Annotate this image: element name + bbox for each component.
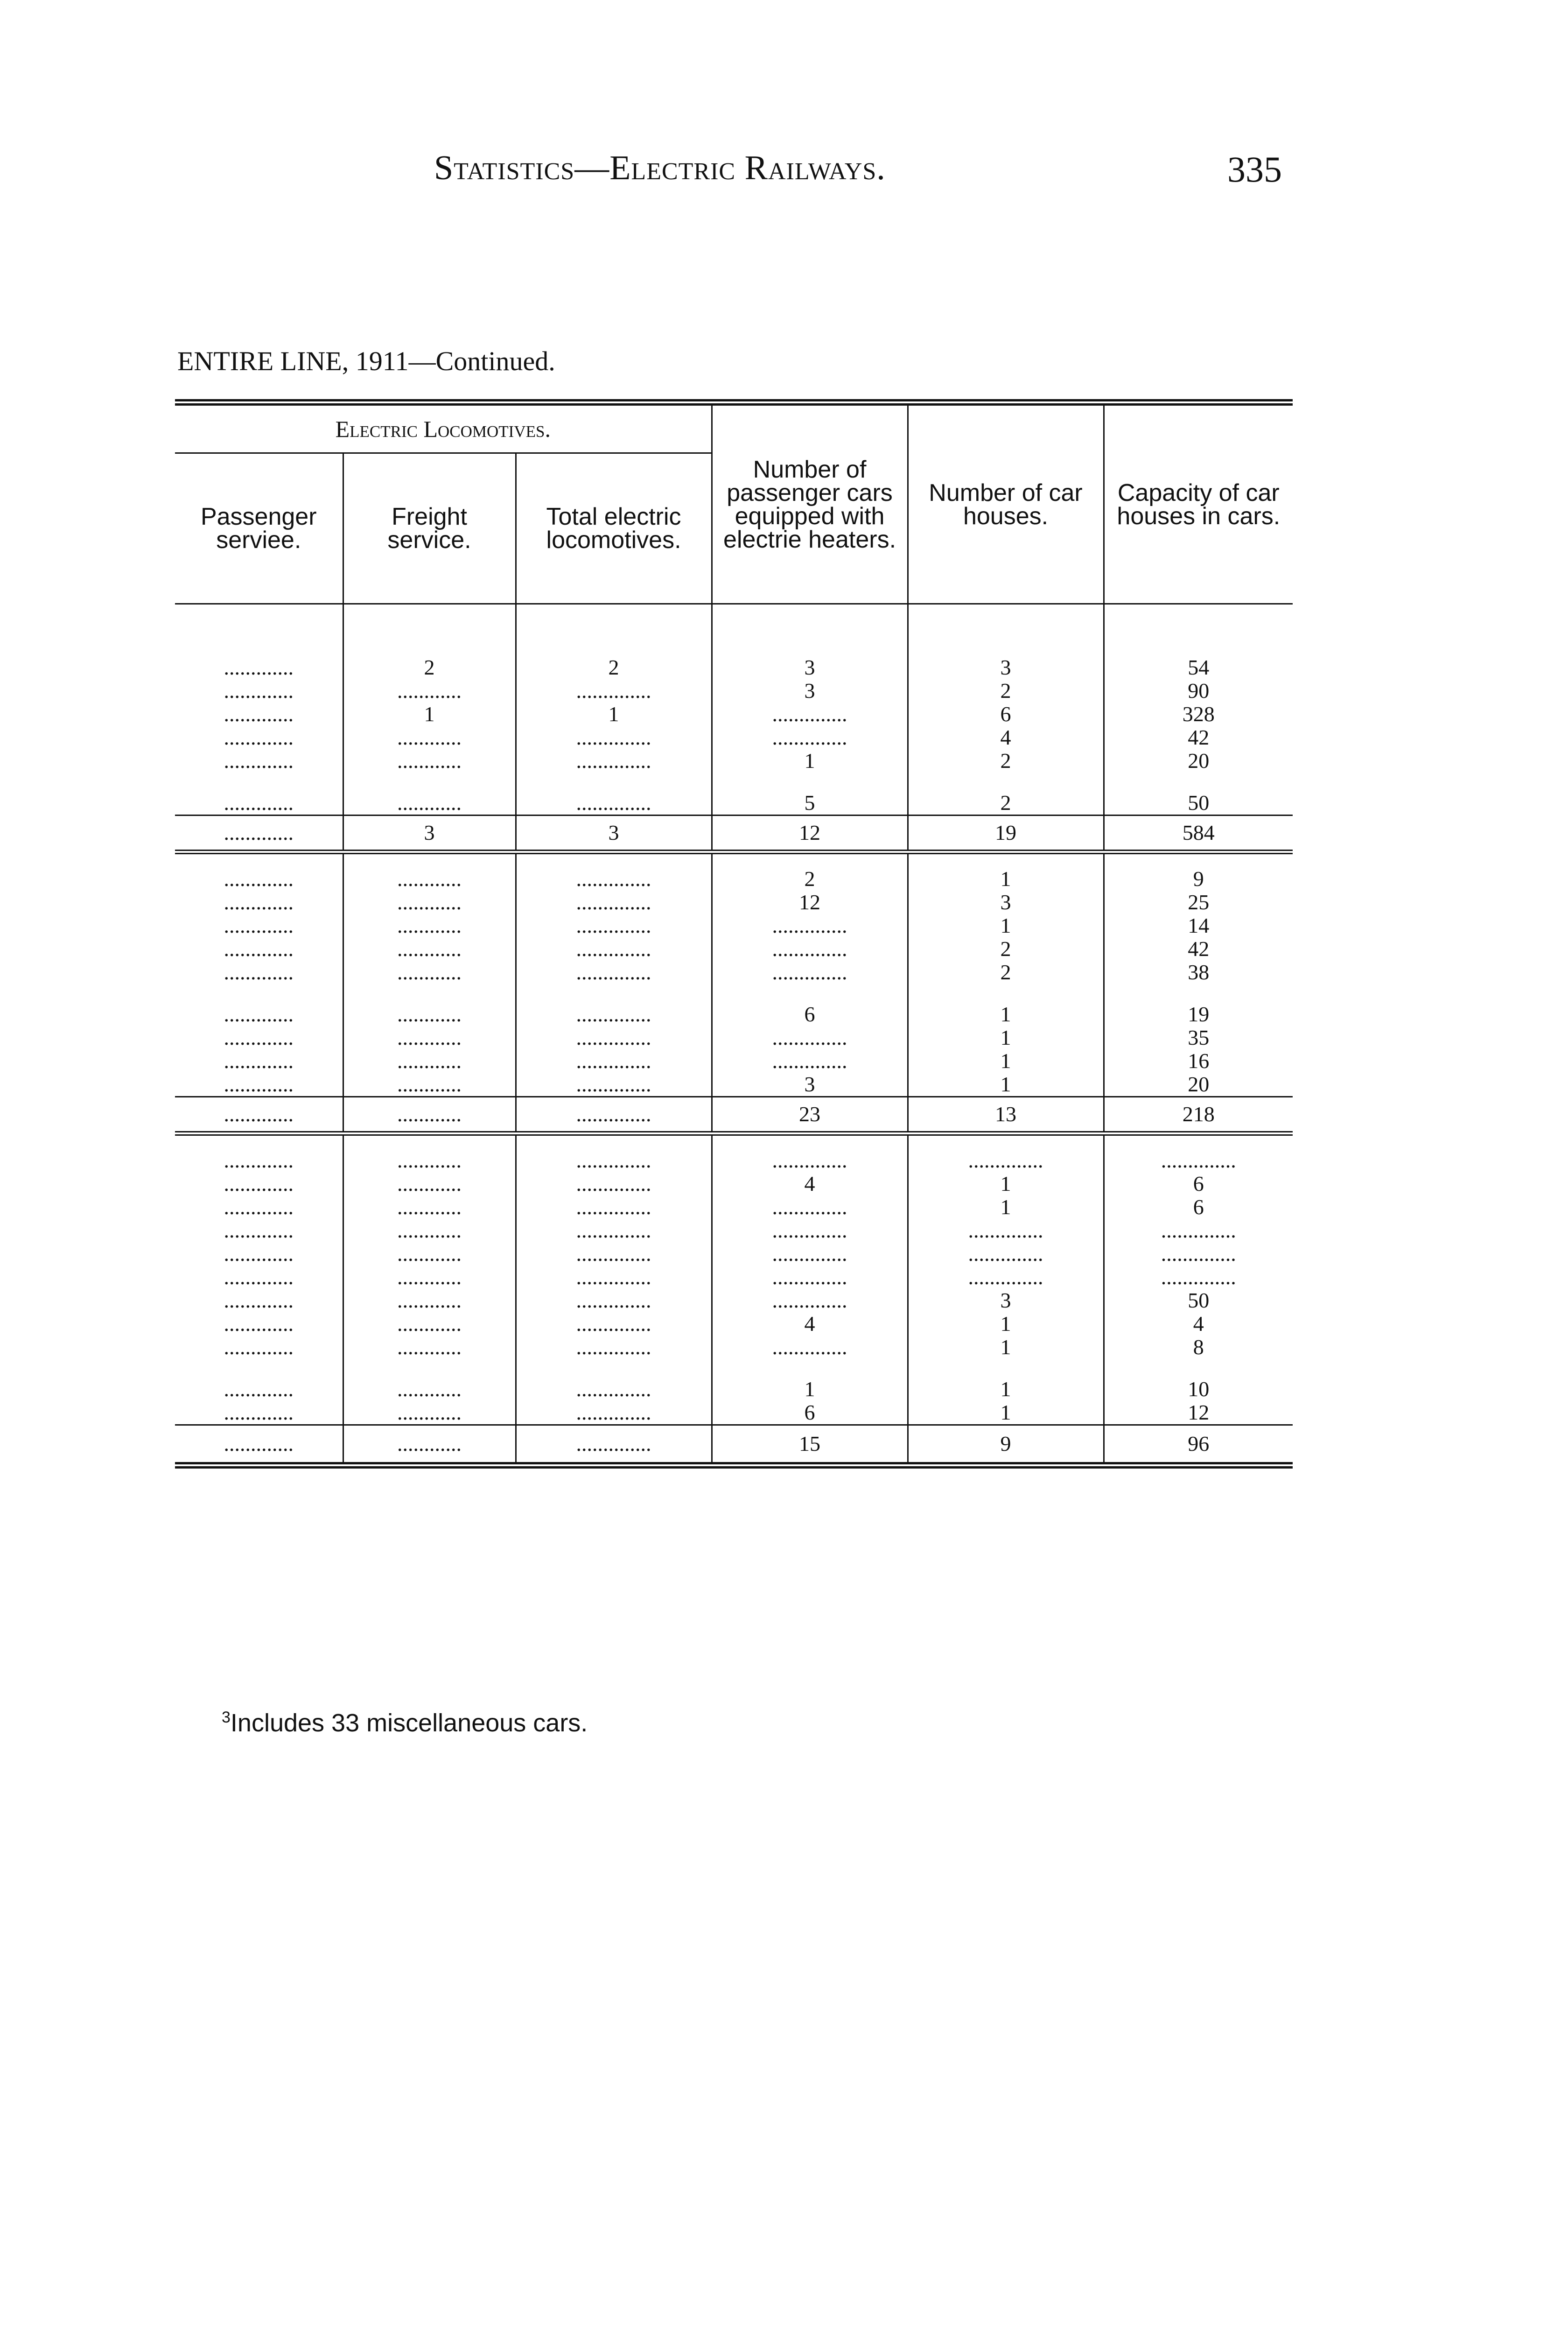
- table-header: [175, 402, 1293, 604]
- row-spacer: [175, 604, 1293, 656]
- passenger-cell: .............: [224, 656, 294, 679]
- capacity-cell: 10: [1104, 1378, 1293, 1401]
- empty-cell: [343, 773, 516, 791]
- car-houses-cell: 2: [908, 937, 1104, 961]
- empty-cell: [516, 984, 712, 1003]
- total-cell: ..............: [516, 961, 712, 984]
- capacity-cell: 6: [1104, 1195, 1293, 1219]
- empty-cell: [712, 1133, 908, 1149]
- capacity-cell: 328: [1104, 703, 1293, 726]
- capacity-cell: 90: [1104, 679, 1293, 703]
- table-row: [175, 726, 1293, 749]
- row-spacer: [175, 1359, 1293, 1378]
- car-houses-cell: ..............: [908, 1242, 1104, 1265]
- heaters-cell: 23: [712, 1097, 908, 1134]
- footnote-marker: 3: [222, 1708, 231, 1726]
- heaters-cell: ..............: [712, 1265, 908, 1289]
- capacity-cell: 20: [1104, 749, 1293, 773]
- capacity-cell: 42: [1104, 726, 1293, 749]
- empty-cell: [175, 1133, 343, 1149]
- total-cell: ..............: [516, 1097, 712, 1134]
- heaters-cell: 1: [712, 749, 908, 773]
- car-houses-cell: ..............: [908, 1149, 1104, 1172]
- total-cell: ..............: [516, 1149, 712, 1172]
- capacity-cell: 14: [1104, 914, 1293, 937]
- passenger-cell: .............: [175, 1425, 343, 1466]
- capacity-cell: 96: [1104, 1425, 1293, 1466]
- car-houses-cell: 1: [908, 1049, 1104, 1073]
- total-row: [175, 815, 1293, 852]
- total-cell: ..............: [516, 791, 712, 815]
- total-cell: ..............: [516, 1026, 712, 1049]
- empty-cell: [1104, 984, 1293, 1003]
- passenger-cell: .............: [224, 1336, 294, 1359]
- capacity-cell: 6: [1104, 1172, 1293, 1195]
- capacity-cell: ..............: [1104, 1149, 1293, 1172]
- car-houses-cell: 2: [908, 679, 1104, 703]
- row-spacer: [175, 773, 1293, 791]
- car-houses-cell: 6: [908, 703, 1104, 726]
- freight-cell: ............: [343, 1003, 516, 1026]
- table-row: [175, 1149, 1293, 1172]
- heaters-cell: ..............: [712, 937, 908, 961]
- capacity-cell: 20: [1104, 1073, 1293, 1097]
- empty-cell: [1104, 1133, 1293, 1149]
- passenger-cell: .............: [224, 1149, 294, 1172]
- total-cell: ..............: [516, 749, 712, 773]
- empty-cell: [712, 1359, 908, 1378]
- total-cell: 2: [516, 656, 712, 679]
- capacity-cell: ..............: [1104, 1219, 1293, 1242]
- capacity-cell: 50: [1104, 1289, 1293, 1312]
- heaters-cell: ..............: [712, 726, 908, 749]
- empty-cell: [343, 852, 516, 867]
- freight-service-column-header: Freight service.: [343, 453, 516, 604]
- passenger-cell: .............: [175, 1097, 343, 1134]
- heaters-cell: 6: [712, 1401, 908, 1425]
- total-cell: ..............: [516, 937, 712, 961]
- passenger-cell: .............: [175, 815, 343, 852]
- freight-cell: ............: [343, 1097, 516, 1134]
- passenger-cell: .............: [224, 703, 294, 726]
- car-houses-cell: 2: [908, 791, 1104, 815]
- empty-cell: [908, 984, 1104, 1003]
- car-houses-cell: 1: [908, 867, 1104, 891]
- car-houses-cell: 1: [908, 1401, 1104, 1425]
- freight-cell: ............: [343, 1073, 516, 1097]
- table-body: [175, 604, 1293, 1466]
- table-row: [175, 656, 1293, 679]
- total-cell: 3: [516, 815, 712, 852]
- total-cell: ..............: [516, 1289, 712, 1312]
- table-row: [175, 791, 1293, 815]
- empty-cell: [908, 604, 1104, 656]
- empty-cell: [516, 852, 712, 867]
- capacity-cell: 42: [1104, 937, 1293, 961]
- empty-cell: [516, 773, 712, 791]
- heaters-cell: ..............: [712, 1026, 908, 1049]
- total-cell: 1: [516, 703, 712, 726]
- table-row: [175, 914, 1293, 937]
- passenger-cell: .............: [224, 961, 294, 984]
- empty-cell: [343, 1359, 516, 1378]
- electric-locomotives-group-header: Electric Locomotives.: [175, 402, 712, 453]
- car-houses-cell: 3: [908, 891, 1104, 914]
- heaters-column-header: Number of passenger cars equipped with electrie heaters.: [712, 402, 908, 604]
- table-row: [175, 1336, 1293, 1359]
- freight-cell: ............: [343, 679, 516, 703]
- freight-cell: ............: [343, 1242, 516, 1265]
- heaters-cell: 2: [712, 867, 908, 891]
- total-cell: ..............: [516, 1242, 712, 1265]
- table-row: [175, 961, 1293, 984]
- capacity-cell: 8: [1104, 1336, 1293, 1359]
- table-row: [175, 1026, 1293, 1049]
- total-cell: ..............: [516, 1378, 712, 1401]
- total-cell: ..............: [516, 891, 712, 914]
- heaters-cell: 3: [712, 656, 908, 679]
- capacity-cell: 25: [1104, 891, 1293, 914]
- empty-cell: [1104, 1359, 1293, 1378]
- heaters-cell: 4: [712, 1172, 908, 1195]
- freight-cell: ............: [343, 1425, 516, 1466]
- total-cell: ..............: [516, 1312, 712, 1336]
- freight-cell: ............: [343, 791, 516, 815]
- heaters-cell: ..............: [712, 1149, 908, 1172]
- capacity-cell: 12: [1104, 1401, 1293, 1425]
- freight-cell: ............: [343, 1219, 516, 1242]
- capacity-cell: 19: [1104, 1003, 1293, 1026]
- car-houses-cell: 1: [908, 1378, 1104, 1401]
- freight-cell: ............: [343, 1195, 516, 1219]
- heaters-cell: 12: [712, 815, 908, 852]
- car-houses-cell: 2: [908, 749, 1104, 773]
- freight-cell: ............: [343, 1049, 516, 1073]
- table-row: [175, 703, 1293, 726]
- table-row: [175, 1073, 1293, 1097]
- empty-cell: [343, 604, 516, 656]
- freight-cell: ............: [343, 1336, 516, 1359]
- table-row: [175, 1401, 1293, 1425]
- total-locomotives-column-header: Total electric locomotives.: [516, 453, 712, 604]
- heaters-cell: 5: [712, 791, 908, 815]
- passenger-cell: .............: [224, 791, 294, 815]
- table-row: [175, 1312, 1293, 1336]
- heaters-cell: 3: [712, 679, 908, 703]
- table-row: [175, 1242, 1293, 1265]
- heaters-cell: ..............: [712, 1195, 908, 1219]
- heaters-cell: 1: [712, 1378, 908, 1401]
- freight-cell: ............: [343, 1401, 516, 1425]
- empty-cell: [908, 1359, 1104, 1378]
- heaters-cell: ..............: [712, 961, 908, 984]
- page-number: 335: [1227, 149, 1282, 190]
- passenger-cell: .............: [224, 1242, 294, 1265]
- table-row: [175, 1195, 1293, 1219]
- heaters-cell: 15: [712, 1425, 908, 1466]
- total-row: [175, 1425, 1293, 1466]
- table-row: [175, 1219, 1293, 1242]
- freight-cell: ............: [343, 1312, 516, 1336]
- freight-cell: 1: [343, 703, 516, 726]
- footnote: [222, 1708, 588, 1737]
- passenger-cell: .............: [224, 891, 294, 914]
- car-houses-cell: 19: [908, 815, 1104, 852]
- freight-cell: ............: [343, 1265, 516, 1289]
- passenger-cell: .............: [224, 679, 294, 703]
- heaters-cell: ..............: [712, 703, 908, 726]
- total-cell: ..............: [516, 1195, 712, 1219]
- empty-cell: [908, 773, 1104, 791]
- empty-cell: [175, 604, 343, 656]
- freight-cell: ............: [343, 891, 516, 914]
- total-row: [175, 1097, 1293, 1134]
- total-cell: ..............: [516, 1425, 712, 1466]
- car-houses-cell: 1: [908, 1073, 1104, 1097]
- total-cell: ..............: [516, 726, 712, 749]
- passenger-cell: .............: [224, 1026, 294, 1049]
- car-houses-cell: 13: [908, 1097, 1104, 1134]
- table-title: ENTIRE LINE, 1911—Continued.: [177, 346, 555, 376]
- freight-cell: 2: [343, 656, 516, 679]
- freight-cell: ............: [343, 1289, 516, 1312]
- running-head-title: Statistics—Electric Railways.: [434, 149, 886, 187]
- row-spacer: [175, 984, 1293, 1003]
- freight-cell: ............: [343, 726, 516, 749]
- heaters-cell: 12: [712, 891, 908, 914]
- passenger-cell: .............: [224, 1265, 294, 1289]
- total-cell: ..............: [516, 1336, 712, 1359]
- capacity-cell: ..............: [1104, 1242, 1293, 1265]
- heaters-cell: 6: [712, 1003, 908, 1026]
- empty-cell: [908, 1133, 1104, 1149]
- section-separator: [175, 1133, 1293, 1149]
- footnote-text: Includes 33 miscellaneous cars.: [230, 1709, 588, 1737]
- freight-cell: 3: [343, 815, 516, 852]
- car-houses-cell: 1: [908, 1172, 1104, 1195]
- empty-cell: [1104, 773, 1293, 791]
- freight-cell: ............: [343, 961, 516, 984]
- passenger-cell: .............: [224, 867, 294, 891]
- passenger-cell: .............: [224, 1289, 294, 1312]
- empty-cell: [1104, 852, 1293, 867]
- empty-cell: [712, 773, 908, 791]
- empty-cell: [516, 1133, 712, 1149]
- passenger-cell: .............: [224, 1049, 294, 1073]
- freight-cell: ............: [343, 749, 516, 773]
- total-cell: ..............: [516, 1073, 712, 1097]
- car-houses-cell: 2: [908, 961, 1104, 984]
- car-houses-cell: ..............: [908, 1219, 1104, 1242]
- empty-cell: [175, 984, 343, 1003]
- heaters-cell: 3: [712, 1073, 908, 1097]
- car-houses-cell: 1: [908, 914, 1104, 937]
- section-separator: [175, 852, 1293, 867]
- passenger-cell: .............: [224, 1195, 294, 1219]
- passenger-cell: .............: [224, 1312, 294, 1336]
- table-row: [175, 679, 1293, 703]
- total-cell: ..............: [516, 1401, 712, 1425]
- capacity-cell: 4: [1104, 1312, 1293, 1336]
- heaters-cell: ..............: [712, 1049, 908, 1073]
- empty-cell: [712, 984, 908, 1003]
- car-houses-cell: ..............: [908, 1265, 1104, 1289]
- total-cell: ..............: [516, 1172, 712, 1195]
- empty-cell: [175, 1359, 343, 1378]
- empty-cell: [516, 604, 712, 656]
- empty-cell: [175, 773, 343, 791]
- car-houses-cell: 1: [908, 1195, 1104, 1219]
- passenger-cell: .............: [224, 1219, 294, 1242]
- total-cell: ..............: [516, 1049, 712, 1073]
- heaters-cell: ..............: [712, 914, 908, 937]
- table-row: [175, 867, 1293, 891]
- freight-cell: ............: [343, 1172, 516, 1195]
- total-cell: ..............: [516, 914, 712, 937]
- passenger-cell: .............: [224, 914, 294, 937]
- table-row: [175, 1049, 1293, 1073]
- capacity-cell: 35: [1104, 1026, 1293, 1049]
- capacity-cell: 54: [1104, 656, 1293, 679]
- capacity-cell: 50: [1104, 791, 1293, 815]
- empty-cell: [175, 852, 343, 867]
- passenger-cell: .............: [224, 749, 294, 773]
- freight-cell: ............: [343, 1149, 516, 1172]
- car-houses-cell: 3: [908, 656, 1104, 679]
- total-cell: ..............: [516, 1219, 712, 1242]
- passenger-cell: .............: [224, 1401, 294, 1424]
- table-row: [175, 1003, 1293, 1026]
- car-houses-cell: 3: [908, 1289, 1104, 1312]
- table-row: [175, 749, 1293, 773]
- passenger-service-column-header: Passenger serviee.: [200, 503, 317, 554]
- freight-cell: ............: [343, 914, 516, 937]
- empty-cell: [712, 852, 908, 867]
- table-row: [175, 1265, 1293, 1289]
- total-cell: ..............: [516, 679, 712, 703]
- car-houses-cell: 1: [908, 1312, 1104, 1336]
- heaters-cell: 4: [712, 1312, 908, 1336]
- freight-cell: ............: [343, 1378, 516, 1401]
- statistics-table: [175, 399, 1293, 1469]
- empty-cell: [1104, 604, 1293, 656]
- empty-cell: [908, 852, 1104, 867]
- total-cell: ..............: [516, 867, 712, 891]
- freight-cell: ............: [343, 867, 516, 891]
- passenger-cell: .............: [224, 1073, 294, 1096]
- freight-cell: ............: [343, 1026, 516, 1049]
- car-houses-cell: 1: [908, 1003, 1104, 1026]
- table-row: [175, 891, 1293, 914]
- capacity-cell: 9: [1104, 867, 1293, 891]
- heaters-cell: ..............: [712, 1242, 908, 1265]
- passenger-cell: .............: [224, 726, 294, 749]
- passenger-cell: .............: [224, 1003, 294, 1026]
- total-cell: ..............: [516, 1265, 712, 1289]
- freight-cell: ............: [343, 937, 516, 961]
- table-row: [175, 1378, 1293, 1401]
- capacity-cell: 38: [1104, 961, 1293, 984]
- car-houses-cell: 1: [908, 1026, 1104, 1049]
- car-houses-cell: 9: [908, 1425, 1104, 1466]
- capacity-cell: ..............: [1104, 1265, 1293, 1289]
- empty-cell: [343, 1133, 516, 1149]
- table-row: [175, 1289, 1293, 1312]
- heaters-cell: ..............: [712, 1336, 908, 1359]
- table-row: [175, 937, 1293, 961]
- heaters-cell: ..............: [712, 1219, 908, 1242]
- passenger-cell: .............: [224, 1172, 294, 1195]
- empty-cell: [343, 984, 516, 1003]
- empty-cell: [712, 604, 908, 656]
- car-houses-cell: 4: [908, 726, 1104, 749]
- capacity-cell: 16: [1104, 1049, 1293, 1073]
- empty-cell: [516, 1359, 712, 1378]
- car-houses-column-header: Number of car houses.: [908, 402, 1104, 604]
- passenger-cell: .............: [224, 937, 294, 961]
- table-row: [175, 1172, 1293, 1195]
- passenger-cell: .............: [224, 1378, 294, 1401]
- capacity-cell: 584: [1104, 815, 1293, 852]
- car-houses-cell: 1: [908, 1336, 1104, 1359]
- capacity-cell: 218: [1104, 1097, 1293, 1134]
- total-cell: ..............: [516, 1003, 712, 1026]
- heaters-cell: ..............: [712, 1289, 908, 1312]
- capacity-column-header: Capacity of car houses in cars.: [1104, 402, 1293, 604]
